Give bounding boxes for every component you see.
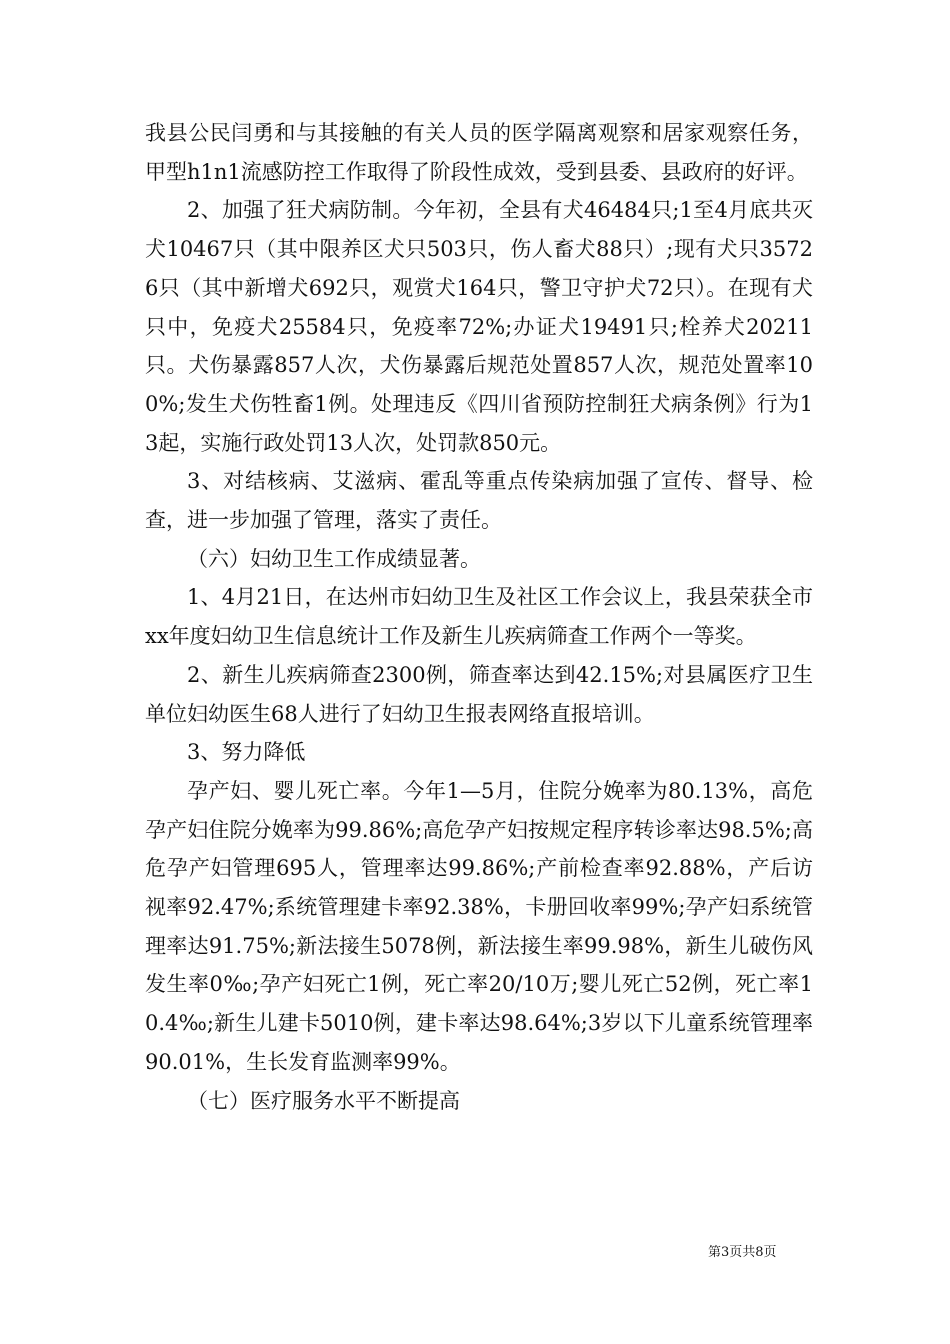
paragraph-newborn-screening: 2、新生儿疾病筛查2300例，筛查率达到42.15%;对县属医疗卫生单位妇幼医生68人进行了妇幼卫生报表网络直报培训。	[145, 662, 813, 726]
paragraph-reduce-mortality-heading: 3、努力降低	[187, 740, 306, 765]
paragraph-award: 1、4月21日，在达州市妇幼卫生及社区工作会议上，我县荣获全市xx年度妇幼卫生信息统计工作及新生儿疾病筛查工作两个一等奖。	[145, 585, 813, 649]
page-number: 第3页共8页	[708, 1245, 777, 1260]
section-heading-maternal-child: （六）妇幼卫生工作成绩显著。	[187, 546, 481, 571]
paragraph-continuation: 我县公民闫勇和与其接触的有关人员的医学隔离观察和居家观察任务，甲型h1n1流感防控工作取得了阶段性成效，受到县委、县政府的好评。	[145, 121, 813, 184]
document-body	[145, 114, 813, 1120]
section-heading-medical-service: （七）医疗服务水平不断提高	[187, 1088, 460, 1113]
paragraph-mortality-statistics: 孕产妇、婴儿死亡率。今年1—5月，住院分娩率为80.13%，高危孕产妇住院分娩率为99.86%;高危孕产妇按规定程序转诊率达98.5%;高危孕产妇管理695人，管理率达99.86%;产前检查率92.88%，产后访视率92.47%;系统管理建卡率92.38%，卡册回收率99%;孕产妇系统管理率达91.75%;新法接生5078例，新法接生率99.98%，新生儿破伤风发生率0‰;孕产妇死亡1例，死亡率20/10万;婴儿死亡52例，死亡率10.4‰;新生儿建卡5010例，建卡率达98.64%;3岁以下儿童系统管理率90.01%，生长发育监测率99%。	[145, 778, 813, 1074]
paragraph-key-diseases: 3、对结核病、艾滋病、霍乱等重点传染病加强了宣传、督导、检查，进一步加强了管理，落实了责任。	[145, 469, 813, 533]
paragraph-rabies-control: 2、加强了狂犬病防制。今年初，全县有犬46484只;1至4月底共灭犬10467只（其中限养区犬只503只，伤人畜犬88只）;现有犬只35726只（其中新增犬692只，观赏犬164只，警卫守护犬72只）。在现有犬只中，免疫犬25584只，免疫率72%;办证犬19491只;栓养犬20211只。犬伤暴露857人次，犬伤暴露后规范处置857人次，规范处置率100%;发生犬伤牲畜1例。处理违反《四川省预防控制狂犬病条例》行为13起，实施行政处罚13人次，处罚款850元。	[145, 198, 813, 455]
